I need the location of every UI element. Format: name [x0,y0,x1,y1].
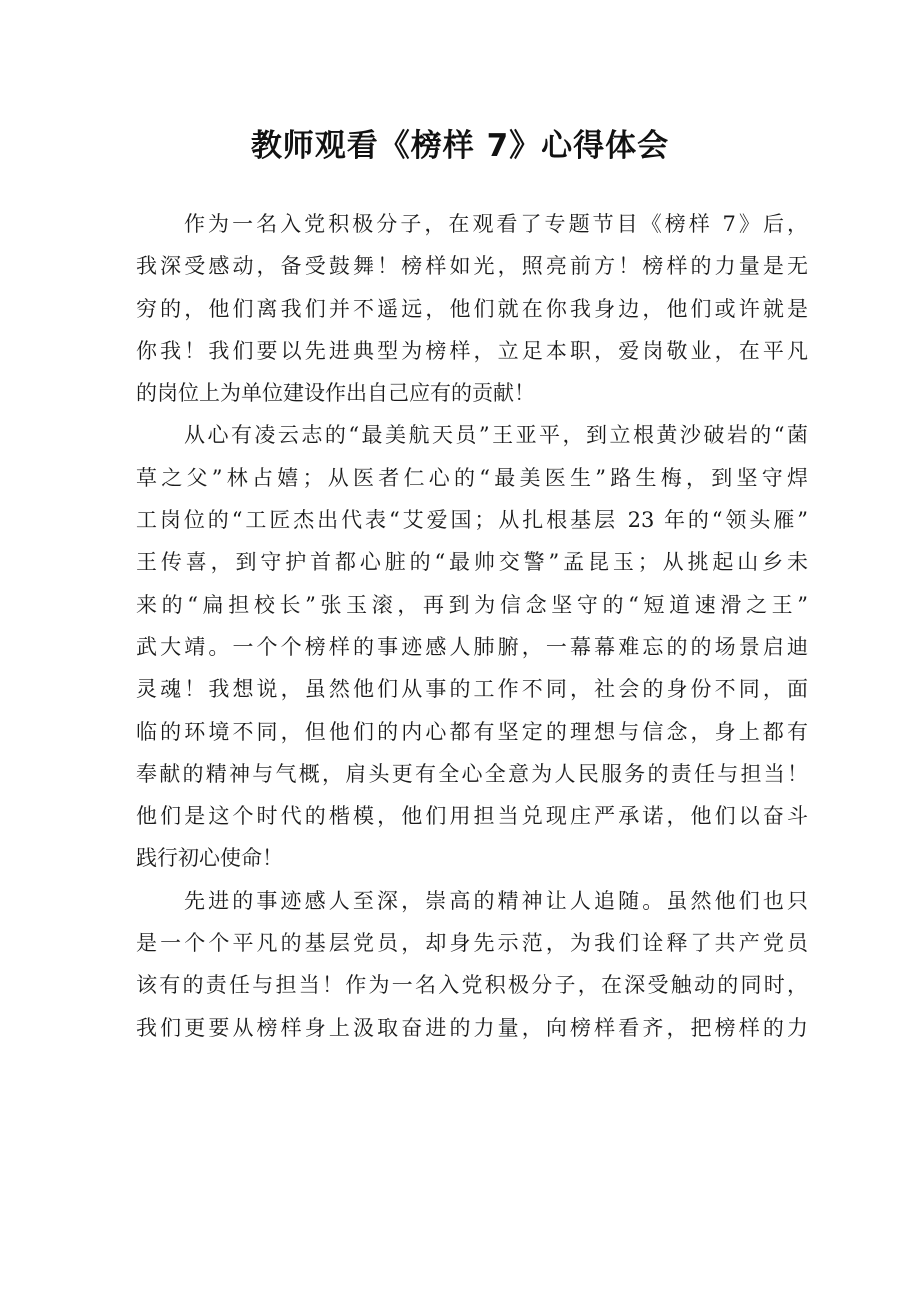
text-line: 作为一名入党积极分子，在观看了专题节目《榜样 7》后， [184,212,808,236]
text-line: 奉献的精神与气概，肩头更有全心全意为人民服务的责任与担当！ [136,761,808,786]
text-line: 是一个个平凡的基层党员，却身先示范，为我们诠释了共产党员 [136,931,808,956]
text-line: 我深受感动，备受鼓舞！榜样如光，照亮前方！榜样的力量是无 [136,254,808,279]
text-line: 践行初心使命！ [136,846,283,871]
text-line: 他们是这个时代的楷模，他们用担当兑现庄严承诺，他们以奋斗 [136,804,808,829]
paragraph-3 [136,880,808,1049]
text-line: 先进的事迹感人至深，崇高的精神让人追随。虽然他们也只 [184,888,808,913]
text-line: 的岗位上为单位建设作出自己应有的贡献！ [136,381,535,406]
document-body [136,203,808,1049]
text-line: 该有的责任与担当！作为一名入党积极分子，在深受触动的同时， [136,973,808,998]
text-line: 武大靖。一个个榜样的事迹感人肺腑，一幕幕难忘的的场景启迪 [136,634,808,659]
text-line: 临的环境不同，但他们的内心都有坚定的理想与信念，身上都有 [136,719,808,744]
text-line: 穷的，他们离我们并不遥远，他们就在你我身边，他们或许就是 [136,296,808,321]
text-line: 你我！我们要以先进典型为榜样，立足本职，爱岗敬业，在平凡 [136,338,808,363]
text-line: 我们更要从榜样身上汲取奋进的力量，向榜样看齐，把榜样的力 [136,1015,808,1040]
paragraph-1 [136,203,808,414]
text-line: 来的“扁担校长”张玉滚，再到为信念坚守的“短道速滑之王” [136,592,808,617]
paragraph-2 [136,414,808,879]
text-line: 灵魂！我想说，虽然他们从事的工作不同，社会的身份不同，面 [136,677,808,702]
document-title: 教师观看《榜样 7》心得体会 [250,128,670,164]
text-line: 草之父”林占嬉；从医者仁心的“最美医生”路生梅，到坚守焊 [136,465,808,490]
text-line: 王传喜，到守护首都心脏的“最帅交警”孟昆玉；从挑起山乡未 [136,550,808,575]
text-line: 从心有凌云志的“最美航天员”王亚平，到立根黄沙破岩的“菌 [184,423,808,448]
text-line: 工岗位的“工匠杰出代表“艾爱国；从扎根基层 23 年的“领头雁” [136,508,808,533]
